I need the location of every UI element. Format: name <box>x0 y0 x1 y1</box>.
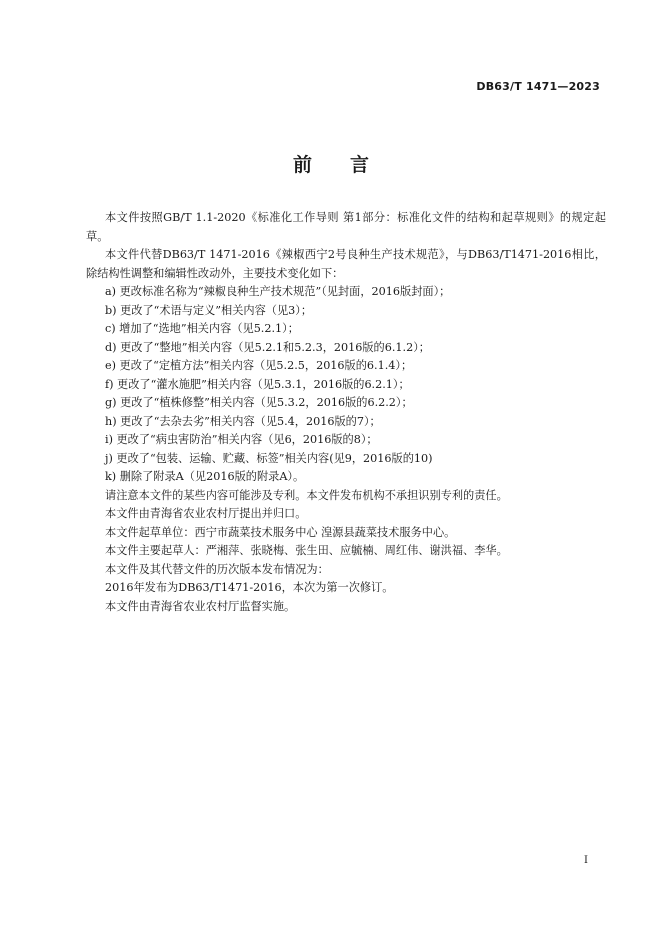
list-item: g) 更改了“植株修整”相关内容（见5.3.2，2016版的6.2.2）； <box>105 396 413 409</box>
title-char-2: 言 <box>350 154 370 176</box>
paragraph-supervision: 本文件由青海省农业农村厅监督实施。 <box>105 599 296 613</box>
page-title <box>0 150 662 177</box>
list-item: j) 更改了“包装、运输、贮藏、标签”相关内容(见9，2016版的10) <box>105 451 433 465</box>
list-item: d) 更改了“整地”相关内容（见5.2.1和5.2.3，2016版的6.1.2）； <box>105 340 430 354</box>
list-item: c) 增加了“选地”相关内容（见5.2.1）； <box>105 322 299 335</box>
paragraph-patent-notice: 请注意本文件的某些内容可能涉及专利。本文件发布机构不承担识别专利的责任。 <box>105 488 508 502</box>
paragraph-history-2016: 2016年发布为DB63/T1471-2016，本次为第一次修订。 <box>105 581 394 594</box>
document-code: DB63/T 1471—2023 <box>476 80 600 93</box>
list-item: k) 删除了附录A（见2016版的附录A）。 <box>105 470 305 483</box>
paragraph-drafting-rules: 本文件按照GB/T 1.1-2020《标准化工作导则 第1部分：标准化文件的结构和起草规则》的规定起草。 <box>86 211 606 243</box>
page-number: I <box>584 855 588 866</box>
list-item: h) 更改了“去杂去劣”相关内容（见5.4，2016版的7）； <box>105 414 381 428</box>
list-item: i) 更改了“病虫害防治”相关内容（见6，2016版的8）； <box>105 433 378 446</box>
foreword-body <box>86 209 606 616</box>
title-char-1: 前 <box>292 154 312 176</box>
paragraph-replacement: 本文件代替DB63/T 1471-2016《辣椒西宁2号良种生产技术规范》，与DB63/T1471-2016相比，除结构性调整和编辑性改动外，主要技术变化如下： <box>86 248 606 280</box>
paragraph-drafters: 本文件主要起草人：严湘萍、张晓梅、张生田、应毓楠、周红伟、谢洪福、李华。 <box>105 544 508 557</box>
list-item: f) 更改了“灌水施肥”相关内容（见5.3.1，2016版的6.2.1）； <box>105 377 410 391</box>
list-item: a) 更改标准名称为“辣椒良种生产技术规范”（见封面，2016版封面）； <box>105 285 451 298</box>
paragraph-proposer: 本文件由青海省农业农村厅提出并归口。 <box>105 507 307 520</box>
paragraph-history-intro: 本文件及其代替文件的历次版本发布情况为： <box>105 562 329 576</box>
list-item: e) 更改了“定植方法”相关内容（见5.2.5，2016版的6.1.4）； <box>105 359 413 372</box>
paragraph-drafting-units: 本文件起草单位：西宁市蔬菜技术服务中心 湟源县蔬菜技术服务中心。 <box>105 525 456 539</box>
list-item: b) 更改了“术语与定义”相关内容（见3）； <box>105 303 313 317</box>
